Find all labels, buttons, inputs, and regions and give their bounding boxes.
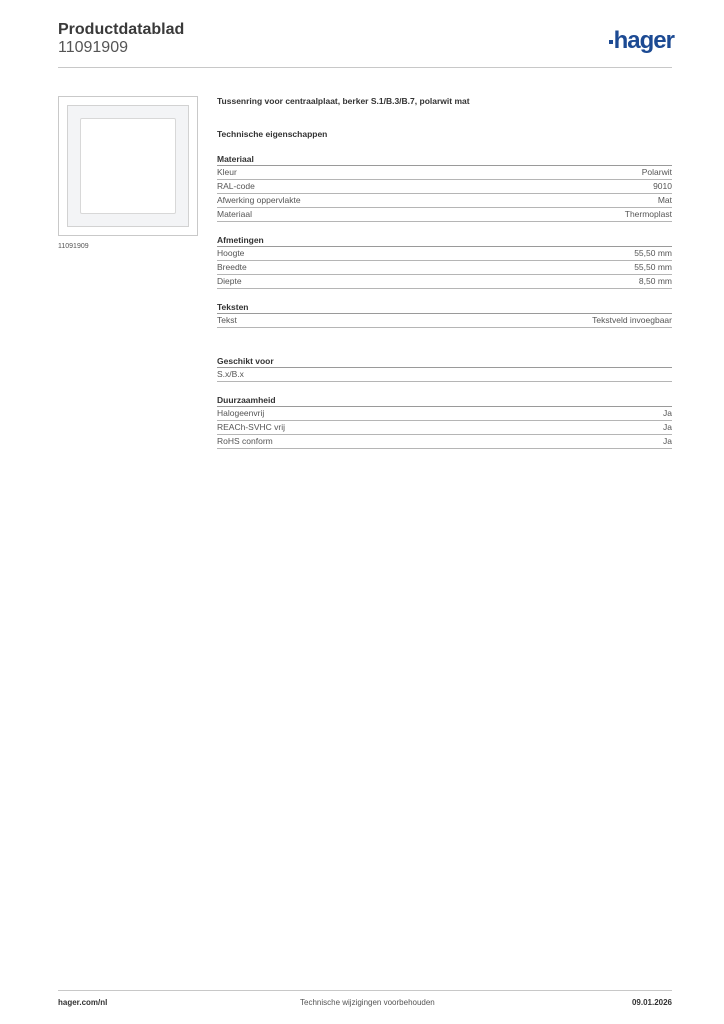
spec-value: Ja xyxy=(663,408,672,418)
hager-logo xyxy=(609,27,674,55)
spec-label: Hoogte xyxy=(217,248,245,258)
spec-row xyxy=(217,194,672,208)
spec-row xyxy=(217,180,672,194)
spec-row xyxy=(217,435,672,449)
technical-heading: Technische eigenschappen xyxy=(217,129,328,139)
spec-label: Kleur xyxy=(217,167,237,177)
group-title: Afmetingen xyxy=(217,235,672,247)
spec-row xyxy=(217,208,672,222)
image-caption: 11091909 xyxy=(58,243,89,250)
footer-date: 09.01.2026 xyxy=(631,998,672,1007)
logo-text: hager xyxy=(613,27,674,54)
group-materiaal xyxy=(217,154,672,222)
spec-value: Polarwit xyxy=(641,167,672,177)
spec-label: Halogeenvrij xyxy=(217,408,265,418)
spec-row xyxy=(217,314,672,328)
spec-label: Breedte xyxy=(217,262,247,272)
spec-label: REACh-SVHC vrij xyxy=(217,422,286,432)
group-title: Duurzaamheid xyxy=(217,395,672,407)
spec-row xyxy=(217,407,672,421)
spec-value: Thermoplast xyxy=(624,209,672,219)
footer-website-link[interactable]: hager.com/nl xyxy=(58,998,108,1007)
spec-row xyxy=(217,421,672,435)
group-title: Materiaal xyxy=(217,154,672,166)
spec-label: RAL-code xyxy=(217,181,255,191)
spec-label: Diepte xyxy=(217,276,242,286)
spec-label: S.x/B.x xyxy=(217,369,244,379)
footer-disclaimer: Technische wijzigingen voorbehouden xyxy=(300,998,435,1007)
spec-value: 55,50 mm xyxy=(634,262,672,272)
spec-row xyxy=(217,247,672,261)
spec-row xyxy=(217,368,672,382)
group-title: Teksten xyxy=(217,302,672,314)
group-duurzaamheid xyxy=(217,395,672,449)
spec-label: Tekst xyxy=(217,315,237,325)
footer-divider xyxy=(58,990,672,991)
group-teksten xyxy=(217,302,672,328)
spec-row xyxy=(217,166,672,180)
spec-value: Mat xyxy=(657,195,672,205)
spec-value: 55,50 mm xyxy=(634,248,672,258)
header-divider xyxy=(58,67,672,68)
product-title: Tussenring voor centraalplaat, berker S.1/B.3/B.7, polarwit mat xyxy=(217,96,470,106)
spec-label: RoHS conform xyxy=(217,436,273,446)
spec-value: Tekstveld invoegbaar xyxy=(592,315,672,325)
product-image xyxy=(58,96,198,236)
spec-row xyxy=(217,275,672,289)
product-number: 11091909 xyxy=(58,39,128,56)
page-title: Productdatablad xyxy=(58,21,185,38)
group-afmetingen xyxy=(217,235,672,289)
spec-label: Materiaal xyxy=(217,209,252,219)
spec-value: 8,50 mm xyxy=(638,276,672,286)
spec-value: Ja xyxy=(663,436,672,446)
ring-opening xyxy=(80,118,176,214)
spec-label: Afwerking oppervlakte xyxy=(217,195,301,205)
spec-value: 9010 xyxy=(653,181,672,191)
spec-content xyxy=(217,96,672,449)
spec-value: Ja xyxy=(663,422,672,432)
spec-row xyxy=(217,261,672,275)
group-title: Geschikt voor xyxy=(217,356,672,368)
group-geschikt-voor xyxy=(217,356,672,382)
ring-frame xyxy=(67,105,189,227)
